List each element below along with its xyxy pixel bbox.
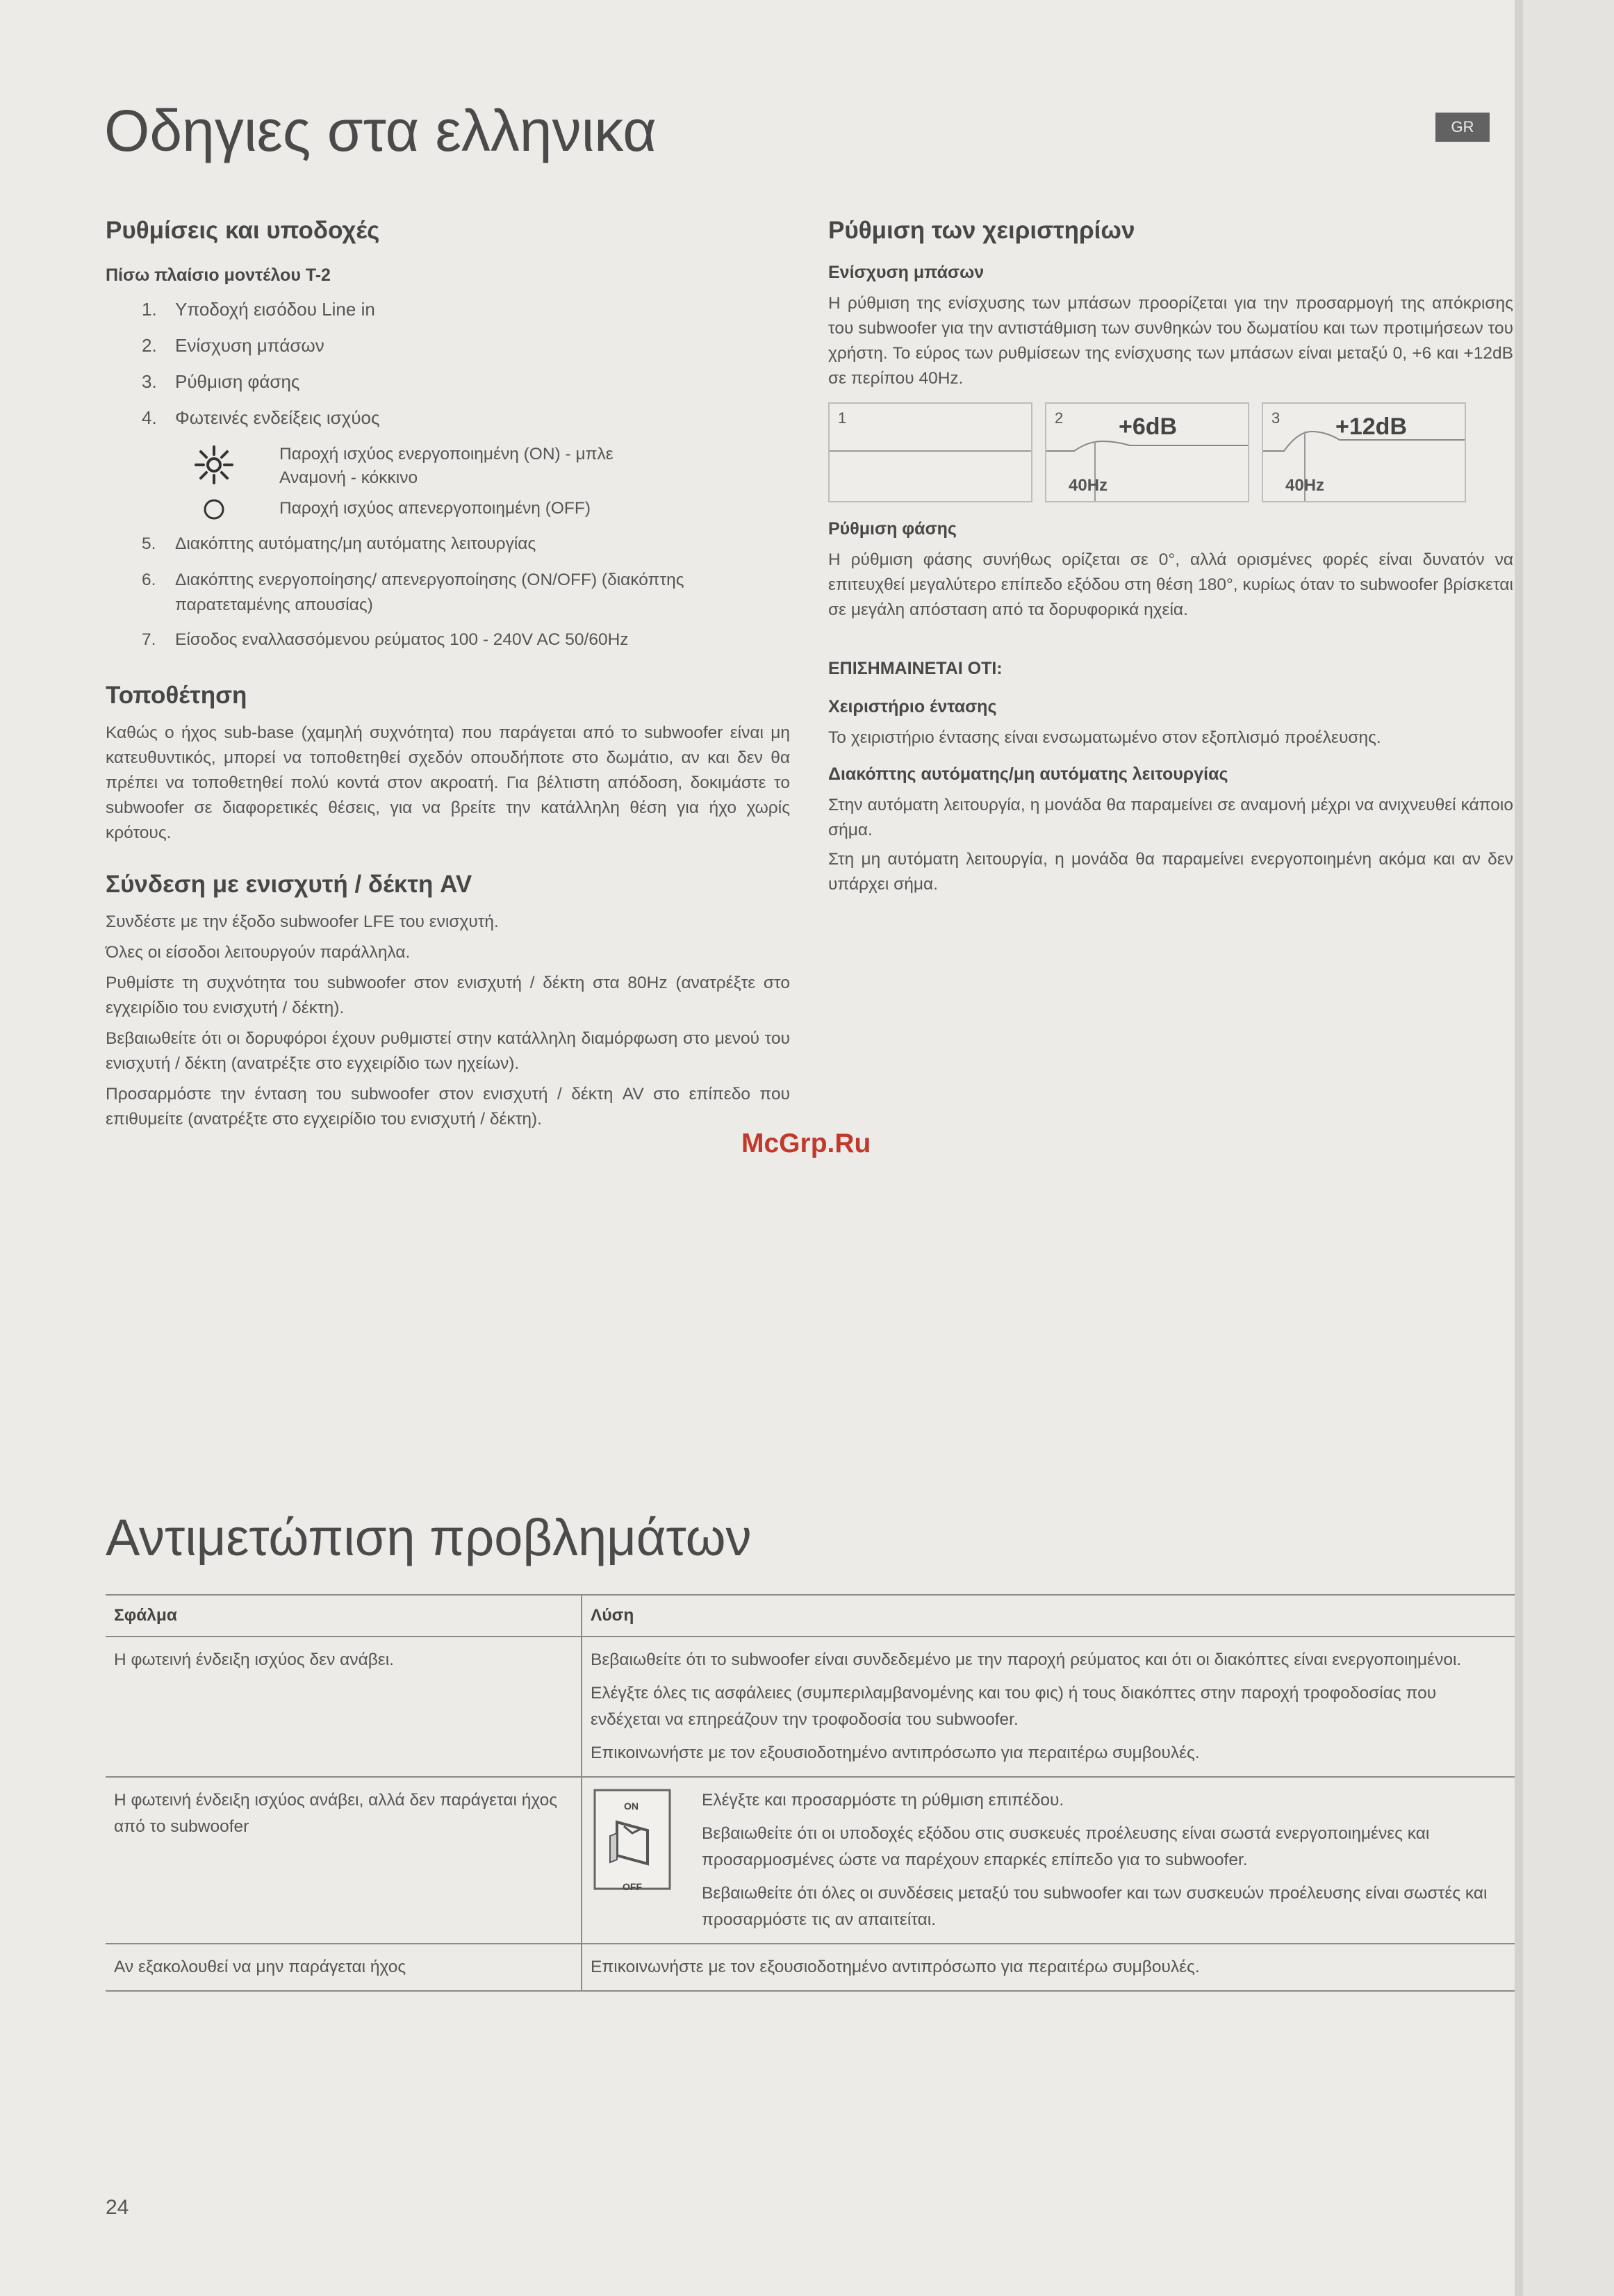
indicator-off-text: Παροχή ισχύος απενεργοποιημένη (OFF): [279, 499, 591, 518]
volume-body: Το χειριστήριο έντασης είναι ενσωματωμένο στον εξοπλισμό προέλευσης.: [828, 728, 1381, 747]
diagram-number: 1: [838, 409, 847, 427]
table-row: [106, 1777, 1515, 1944]
placement-heading: Τοποθέτηση: [106, 682, 247, 709]
page-number: 24: [106, 2196, 129, 2219]
bass-boost-subheading: Ενίσχυση μπάσων: [828, 263, 985, 282]
av-paragraph: Όλες οι είσοδοι λειτουργούν παράλληλα.: [106, 943, 411, 962]
av-paragraph: Προσαρμόστε την ένταση του subwoofer στον ενισχυτή / δέκτη AV στο επίπεδο που επιθυμείτε (ανατρέξτε στο εγχειρίδιο του ενισχυτή / δέκτη).: [106, 1085, 790, 1129]
solution-text: Επικοινωνήστε με τον εξουσιοδοτημένο αντιπρόσωπο για περαιτέρω συμβουλές.: [591, 1744, 1200, 1762]
page-edge: [1515, 0, 1614, 2296]
auto-switch-body: Στην αυτόματη λειτουργία, η μονάδα θα παραμείνει σε αναμονή μέχρι να ανιχνευθεί κάποιο σήμα.: [828, 796, 1513, 839]
settings-heading: Ρυθμίσεις και υποδοχές: [106, 217, 380, 244]
freq-label: 40Hz: [1285, 476, 1325, 495]
troubleshooting-table: [106, 1594, 1515, 1992]
table-row: [106, 1944, 1515, 1991]
gain-label: +6dB: [1119, 413, 1178, 440]
auto-switch-subheading: Διακόπτης αυτόματης/μη αυτόματης λειτουργίας: [828, 764, 1228, 784]
av-paragraph: Βεβαιωθείτε ότι οι δορυφόροι έχουν ρυθμιστεί στην κατάλληλη διαμόρφωση στο μενού του ενισχυτή / δέκτη (ανατρέξτε στο εγχειρίδιο των ηχείων).: [106, 1029, 790, 1073]
indicator-on-text: Παροχή ισχύος ενεργοποιημένη (ON) - μπλε: [279, 445, 614, 464]
solution-text: Επικοινωνήστε με τον εξουσιοδοτημένο αντιπρόσωπο για περαιτέρω συμβουλές.: [591, 1958, 1200, 1976]
connections-list: [106, 291, 793, 436]
diagram-6db: [1045, 402, 1249, 502]
volume-subheading: Χειριστήριο έντασης: [828, 697, 997, 716]
rear-panel-subheading: Πίσω πλαίσιο μοντέλου T-2: [106, 265, 331, 285]
left-column: [106, 217, 793, 1132]
page-edge-shadow: [1515, 0, 1523, 2296]
gain-label: +12dB: [1335, 413, 1407, 440]
bass-boost-diagrams: [828, 402, 1513, 502]
connections-list-2: [106, 532, 793, 653]
auto-switch-body: Στη μη αυτόματη λειτουργία, η μονάδα θα παραμείνει ενεργοποιημένη ακόμα και αν δεν υπάρχει σήμα.: [828, 850, 1513, 894]
av-paragraph: Ρυθμίστε τη συχνότητα του subwoofer στον ενισχυτή / δέκτη στα 80Hz (ανατρέξτε στο εγχειρίδιο του ενισχυτή / δέκτη).: [106, 974, 790, 1017]
solution-cell: [582, 1944, 1515, 1991]
power-switch-icon: ON OFF: [591, 1787, 674, 1892]
language-badge: GR: [1435, 113, 1490, 142]
indicator-standby-text: Αναμονή - κόκκινο: [279, 468, 418, 487]
solution-column-header: Λύση: [591, 1606, 634, 1625]
fault-cell: Η φωτεινή ένδειξη ισχύος δεν ανάβει.: [106, 1637, 582, 1777]
diagram-number: 2: [1055, 409, 1064, 427]
list-item: 2. Ενίσχυση μπάσων: [142, 335, 324, 356]
list-item: 4. Φωτεινές ενδείξεις ισχύος: [142, 407, 380, 428]
fault-cell: Αν εξακολουθεί να μην παράγεται ήχος: [106, 1944, 582, 1991]
watermark: McGrp.Ru: [741, 1129, 871, 1158]
indicator-on-icon: [195, 445, 233, 484]
phase-body: Η ρύθμιση φάσης συνήθως ορίζεται σε 0°, αλλά ορισμένες φορές είναι δυνατόν να επιτευχθεί μεγαλύτερο επίπεδο εξόδου στη θέση 180°, κυρίως όταν το subwoofer βρίσκεται σε μεγάλη απόσταση από τα δορυφορικά ηχεία.: [828, 550, 1513, 619]
list-item: 3. Ρύθμιση φάσης: [142, 371, 300, 392]
list-item: 1. Υποδοχή εισόδου Line in: [142, 299, 375, 320]
flat-curve-icon: [830, 404, 1031, 501]
note-heading: ΕΠΙΣΗΜΑΙΝΕΤΑΙ ΟΤΙ:: [828, 659, 1003, 678]
av-paragraph: Συνδέστε με την έξοδο subwoofer LFE του ενισχυτή.: [106, 912, 499, 931]
list-item: 6. Διακόπτης ενεργοποίησης/ απενεργοποίησης (ON/OFF) (διακόπτης παρατεταμένης απουσίας): [142, 571, 684, 614]
solution-cell: [582, 1637, 1515, 1777]
placement-body: Καθώς ο ήχος sub-base (χαμηλή συχνότητα) που παράγεται από το subwoofer είναι μη κατευθυντικός, μπορεί να τοποθετηθεί σχεδόν οπουδήποτε στο δωμάτιο, αν και δεν θα πρέπει να τοποθετηθεί πολύ κοντά στον ακροατή. Για βέλτιστη απόδοση, δοκιμάστε το subwoofer σε διαφορετικές θέσεις, για να βρείτε την κατάλληλη θέση για ήχο χωρίς κρότους.: [106, 723, 790, 842]
table-row: [106, 1637, 1515, 1777]
diagram-12db: [1262, 402, 1466, 502]
solution-text: Ελέγξτε όλες τις ασφάλειες (συμπεριλαμβανομένης και του φις) ή τους διακόπτες στην παροχή τροφοδοσίας που ενδέχεται να επηρεάζουν την τροφοδοσία του subwoofer.: [591, 1684, 1437, 1729]
indicator-off-icon: [203, 498, 225, 520]
table-header-row: [106, 1595, 1515, 1637]
diagram-flat: [828, 402, 1032, 502]
fault-cell: Η φωτεινή ένδειξη ισχύος ανάβει, αλλά δεν παράγεται ήχος από το subwoofer: [106, 1777, 582, 1944]
page-title: Οδηγιες στα ελληνικα: [104, 98, 657, 163]
diagram-number: 3: [1271, 409, 1281, 427]
list-item: 7. Είσοδος εναλλασσόμενου ρεύματος 100 - 240V AC 50/60Hz: [142, 630, 629, 649]
troubleshooting-title: Αντιμετώπιση προβλημάτων: [106, 1509, 752, 1566]
av-connection-body: [106, 910, 790, 1132]
phase-subheading: Ρύθμιση φάσης: [828, 519, 957, 539]
list-item: 5. Διακόπτης αυτόματης/μη αυτόματης λειτουργίας: [142, 534, 536, 553]
solution-text: Βεβαιωθείτε ότι οι υποδοχές εξόδου στις συσκευές προέλευσης είναι σωστά ενεργοποιημένες και προσαρμοσμένες ώστε να παρέχουν επαρκές επίπεδο για το subwoofer.: [702, 1824, 1430, 1869]
bass-boost-body: Η ρύθμιση της ενίσχυσης των μπάσων προορίζεται για την προσαρμογή της απόκρισης του subwoofer για την αντιστάθμιση των συνθηκών του δωματίου και των προτιμήσεων του χρήστη. Το εύρος των ρυθμίσεων της ενίσχυσης των μπάσων είναι μεταξύ 0, +6 και +12dB σε περίπου 40Hz.: [828, 294, 1513, 388]
av-connection-heading: Σύνδεση με ενισχυτή / δέκτη AV: [106, 871, 472, 898]
solution-text: Ελέγξτε και προσαρμόστε τη ρύθμιση επιπέδου.: [702, 1791, 1064, 1810]
fault-column-header: Σφάλμα: [106, 1595, 582, 1637]
power-indicators: [106, 440, 793, 527]
solution-text: Βεβαιωθείτε ότι το subwoofer είναι συνδεδεμένο με την παροχή ρεύματος και ότι οι διακόπτες είναι ενεργοποιημένοι.: [591, 1650, 1462, 1669]
right-column: [828, 217, 1513, 897]
solution-cell: [582, 1777, 1515, 1944]
freq-label: 40Hz: [1069, 476, 1108, 495]
solution-text: Βεβαιωθείτε ότι όλες οι συνδέσεις μεταξύ του subwoofer και των συσκευών προέλευσης είναι σωστές και προσαρμόστε τις αν απαιτείται.: [702, 1884, 1488, 1929]
controls-heading: Ρύθμιση των χειριστηρίων: [828, 217, 1135, 244]
